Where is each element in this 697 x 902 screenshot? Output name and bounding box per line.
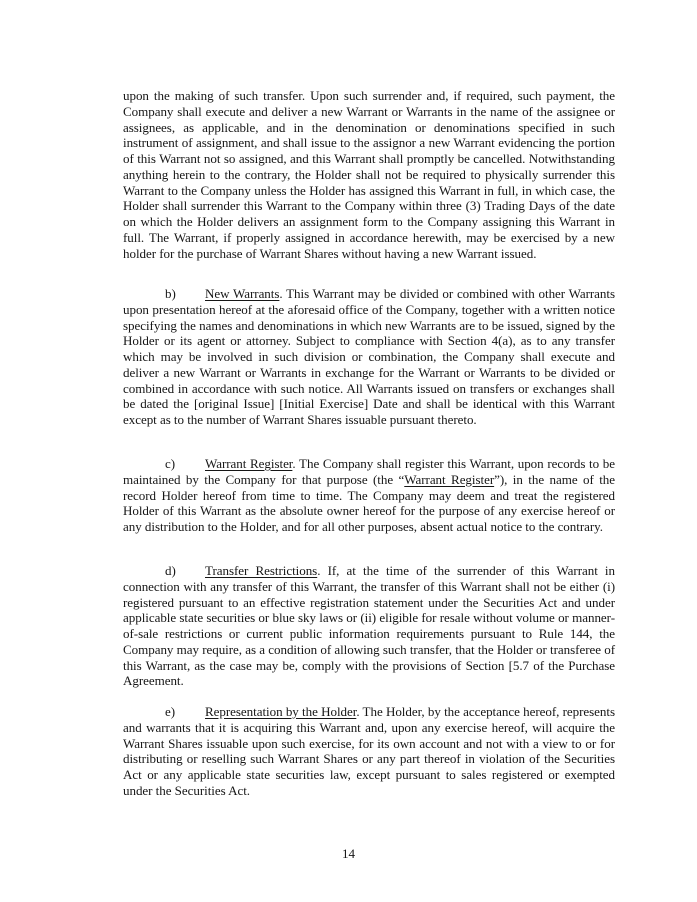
item-label: e): [165, 704, 176, 719]
paragraph-continuation: [123, 88, 615, 261]
paragraph-text: . The Company shall register this Warrant, upon records to be maintained by the Company for that purpose (the “: [123, 456, 615, 487]
paragraph-text: . This Warrant may be divided or combined with other Warrants upon presentation hereof at the aforesaid office of the Company, together with a written notice specifying the names and denominations in which new Warrants are to be issued, signed by the Holder or its agent or attorney. Subject to compliance with Section 4(a), as to any transfer which may be involved in such division or combination, the Company shall execute and deliver a new Warrant or Warrants in exchange for the Warrant or Warrants to be divided or combined in accordance with such notice. All Warrants issued on transfers or exchanges shall be dated the [original Issue] [Initial Exercise] Date and shall be identical with this Warrant except as to the number of Warrant Shares issuable pursuant thereto.: [123, 286, 615, 427]
item-label: b): [165, 286, 176, 301]
section-heading: Transfer Restrictions: [205, 563, 318, 578]
paragraph-text: . If, at the time of the surrender of this Warrant in connection with any transfer of this Warrant, the transfer of this Warrant shall not be either (i) registered pursuant to an effective registration statement under the Securities Act and under applicable state securities or blue sky laws or (ii) eligible for resale without volume or manner-of-sale restrictions or current public information requirements pursuant to Rule 144, the Company may require, as a condition of allowing such transfer, that the Holder or transferee of this Warrant, as the case may be, comply with the provisions of Section [5.7 of the Purchase Agreement.: [123, 563, 615, 689]
paragraph-new-warrants: [123, 286, 615, 428]
paragraph-text: upon the making of such transfer. Upon such surrender and, if required, such payment, the Company shall execute and deliver a new Warrant or Warrants in the name of the assignee or assignees, as applicable, and in the denomination or denominations specified in such instrument of assignment, and shall issue to the assignor a new Warrant evidencing the portion of this Warrant not so assigned, and this Warrant shall promptly be cancelled. Notwithstanding anything herein to the contrary, the Holder shall not be required to physically surrender this Warrant to the Company unless the Holder has assigned this Warrant in full, in which case, the Holder shall surrender this Warrant to the Company within three (3) Trading Days of the date on which the Holder delivers an assignment form to the Company assigning this Warrant in full. The Warrant, if properly assigned in accordance herewith, may be exercised by a new holder for the purchase of Warrant Shares without having a new Warrant issued.: [123, 88, 615, 261]
defined-term: Warrant Register: [404, 471, 495, 487]
section-heading: Warrant Register: [205, 456, 293, 471]
paragraph-representation-by-holder: [123, 704, 615, 799]
paragraph-warrant-register: [123, 456, 615, 535]
section-heading: New Warrants: [205, 286, 280, 301]
page-number: 14: [341, 846, 356, 861]
item-label: c): [165, 456, 176, 471]
item-label: d): [165, 563, 176, 578]
paragraph-text: ”), in the name of the record Holder hereof from time to time. The Company may deem and treat the registered Holder of this Warrant as the absolute owner hereof for the purpose of any exercise hereof or any distribution to the Holder, and for all other purposes, absent actual notice to the contrary.: [123, 471, 615, 534]
paragraph-transfer-restrictions: [123, 563, 615, 689]
paragraph-text: . The Holder, by the acceptance hereof, represents and warrants that it is acquiring this Warrant and, upon any exercise hereof, will acquire the Warrant Shares issuable upon such exercise, for its own account and not with a view to or for distributing or reselling such Warrant Shares or any part thereof in violation of the Securities Act or any applicable state securities law, except pursuant to sales registered or exempted under the Securities Act.: [123, 704, 615, 798]
section-heading: Representation by the Holder: [205, 704, 357, 719]
